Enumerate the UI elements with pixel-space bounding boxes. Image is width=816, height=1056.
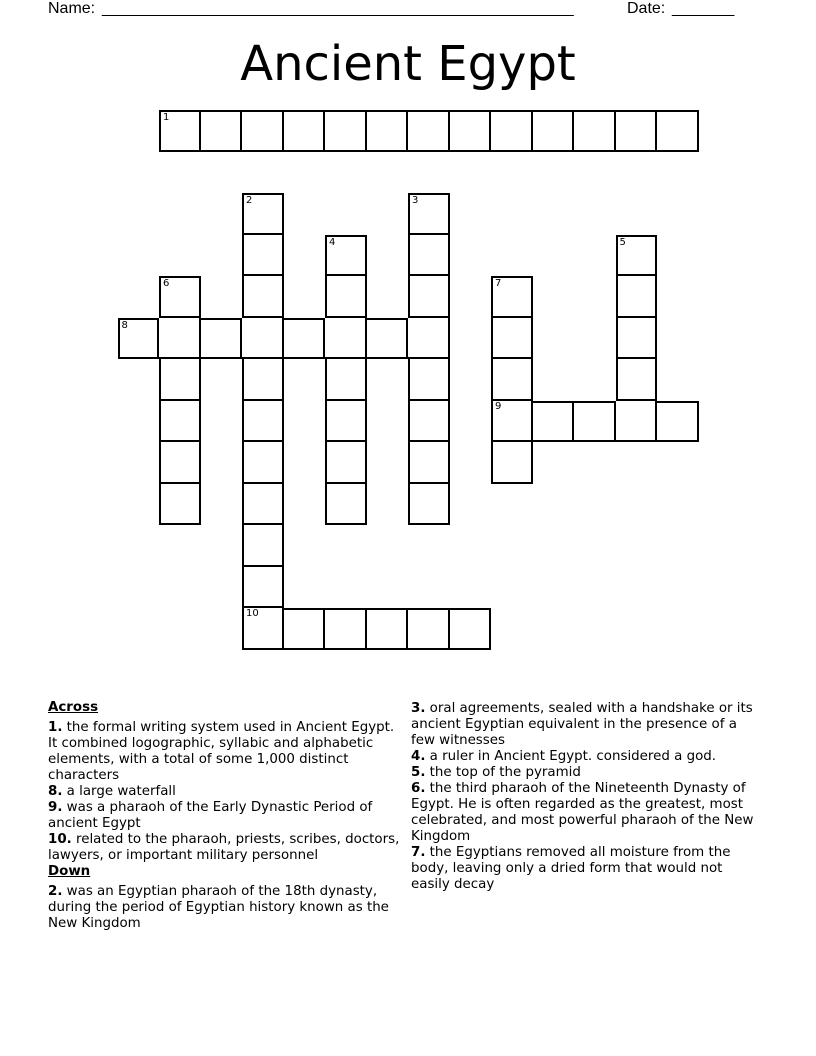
grid-cell[interactable] xyxy=(159,401,201,443)
clue-number: 9 xyxy=(495,400,502,412)
grid-cell[interactable] xyxy=(325,401,367,443)
grid-cell[interactable] xyxy=(159,442,201,484)
grid-cell[interactable] xyxy=(533,401,575,443)
grid-cell[interactable] xyxy=(325,608,367,650)
grid-cell[interactable] xyxy=(325,110,367,152)
clue-down-4: 4. a ruler in Ancient Egypt. considered a god. xyxy=(411,749,717,764)
clue-number: 5 xyxy=(619,236,626,248)
grid-cell[interactable] xyxy=(616,359,658,401)
grid-cell[interactable] xyxy=(408,359,450,401)
clue-across-9: 9. was a pharaoh of the Early Dynastic Period of ancient Egypt xyxy=(48,800,373,831)
grid-cell[interactable] xyxy=(159,110,201,152)
clue-number: 1 xyxy=(163,112,170,123)
grid-cell[interactable] xyxy=(533,110,575,152)
grid-cell[interactable] xyxy=(159,484,201,526)
grid-cell[interactable] xyxy=(242,484,284,526)
grid-cell[interactable] xyxy=(284,110,326,152)
grid-cell[interactable] xyxy=(408,276,450,318)
grid-cell[interactable] xyxy=(408,608,450,650)
grid-cell[interactable] xyxy=(616,401,658,443)
grid-cell[interactable] xyxy=(574,401,616,443)
grid-cell[interactable] xyxy=(242,401,284,443)
grid-cell[interactable] xyxy=(408,318,450,360)
grid-cell[interactable] xyxy=(616,276,658,318)
grid-cell[interactable] xyxy=(159,276,201,318)
clue-down-2: 2. was an Egyptian pharaoh of the 18th dynasty, during the period of Egyptian history known as the New Kingdom xyxy=(48,884,389,931)
clue-number: 4 xyxy=(329,236,336,248)
grid-cell[interactable] xyxy=(616,318,658,360)
grid-cell[interactable] xyxy=(118,318,160,360)
grid-cell[interactable] xyxy=(408,235,450,277)
grid-cell[interactable] xyxy=(242,276,284,318)
grid-cell[interactable] xyxy=(325,276,367,318)
grid-cell[interactable] xyxy=(408,193,450,235)
grid-cell[interactable] xyxy=(574,110,616,152)
grid-cell[interactable] xyxy=(616,235,658,277)
grid-cell[interactable] xyxy=(657,401,699,443)
grid-cell[interactable] xyxy=(657,110,699,152)
grid-cell[interactable] xyxy=(491,110,533,152)
grid-cell[interactable] xyxy=(491,401,533,443)
grid-cell[interactable] xyxy=(325,318,367,360)
grid-cell[interactable] xyxy=(491,318,533,360)
clue-number: 8 xyxy=(121,319,128,331)
grid-cell[interactable] xyxy=(242,525,284,567)
clue-down-5: 5. the top of the pyramid xyxy=(411,765,581,780)
grid-cell[interactable] xyxy=(616,110,658,152)
across-heading: Across xyxy=(48,700,99,715)
grid-cell[interactable] xyxy=(367,110,409,152)
grid-cell[interactable] xyxy=(325,359,367,401)
down-heading: Down xyxy=(48,864,91,879)
grid-cell[interactable] xyxy=(491,442,533,484)
date-blank[interactable]: _______ xyxy=(672,0,735,17)
grid-cell[interactable] xyxy=(284,318,326,360)
puzzle-title: Ancient Egypt xyxy=(240,36,576,92)
grid-cell[interactable] xyxy=(201,318,243,360)
grid-cell[interactable] xyxy=(242,567,284,609)
grid-cell[interactable] xyxy=(450,608,492,650)
clue-down-6: 6. the third pharaoh of the Nineteenth Dynasty of Egypt. He is often regarded as the greatest, most celebrated, and most powerful pharaoh of the New Kingdom xyxy=(411,781,754,844)
grid-cell[interactable] xyxy=(408,442,450,484)
grid-cell[interactable] xyxy=(242,235,284,277)
grid-cell[interactable] xyxy=(159,318,201,360)
name-label: Name: xyxy=(48,0,96,17)
grid-cell[interactable] xyxy=(242,442,284,484)
clue-down-7: 7. the Egyptians removed all moisture from the body, leaving only a dried form that would not easily decay xyxy=(411,845,731,892)
grid-cell[interactable] xyxy=(325,235,367,277)
grid-cell[interactable] xyxy=(408,484,450,526)
grid-cell[interactable] xyxy=(325,484,367,526)
grid-cell[interactable] xyxy=(242,193,284,235)
clue-number: 2 xyxy=(246,195,253,206)
grid-cell[interactable] xyxy=(242,608,284,650)
grid-cell[interactable] xyxy=(284,608,326,650)
clues-left-column xyxy=(48,700,403,932)
grid-cell[interactable] xyxy=(242,318,284,360)
grid-cell[interactable] xyxy=(408,110,450,152)
clue-down-3: 3. oral agreements, sealed with a handshake or its ancient Egyptian equivalent in the presence of a few witnesses xyxy=(411,701,753,748)
clue-across-1: 1. the formal writing system used in Ancient Egypt. It combined logographic, syllabic and alphabetic elements, with a total of some 1,000 distinct characters xyxy=(48,720,395,783)
date-label: Date: xyxy=(627,0,666,17)
grid-cell[interactable] xyxy=(325,442,367,484)
grid-cell[interactable] xyxy=(450,110,492,152)
grid-cell[interactable] xyxy=(159,359,201,401)
clue-number: 6 xyxy=(163,278,170,289)
grid-cell[interactable] xyxy=(367,318,409,360)
clue-number: 7 xyxy=(495,278,502,289)
grid-cell[interactable] xyxy=(242,110,284,152)
name-blank[interactable]: _____________________________________________________ xyxy=(102,0,574,17)
grid-cell[interactable] xyxy=(408,401,450,443)
clues-right-column xyxy=(411,701,756,893)
clue-number: 3 xyxy=(412,195,419,206)
grid-cell[interactable] xyxy=(491,359,533,401)
clue-across-10: 10. related to the pharaoh, priests, scribes, doctors, lawyers, or important military personnel xyxy=(48,832,400,863)
clue-across-8: 8. a large waterfall xyxy=(48,784,176,799)
grid-cell[interactable] xyxy=(242,359,284,401)
grid-cell[interactable] xyxy=(491,276,533,318)
grid-cell[interactable] xyxy=(201,110,243,152)
grid-cell[interactable] xyxy=(367,608,409,650)
clue-number: 10 xyxy=(246,608,259,619)
